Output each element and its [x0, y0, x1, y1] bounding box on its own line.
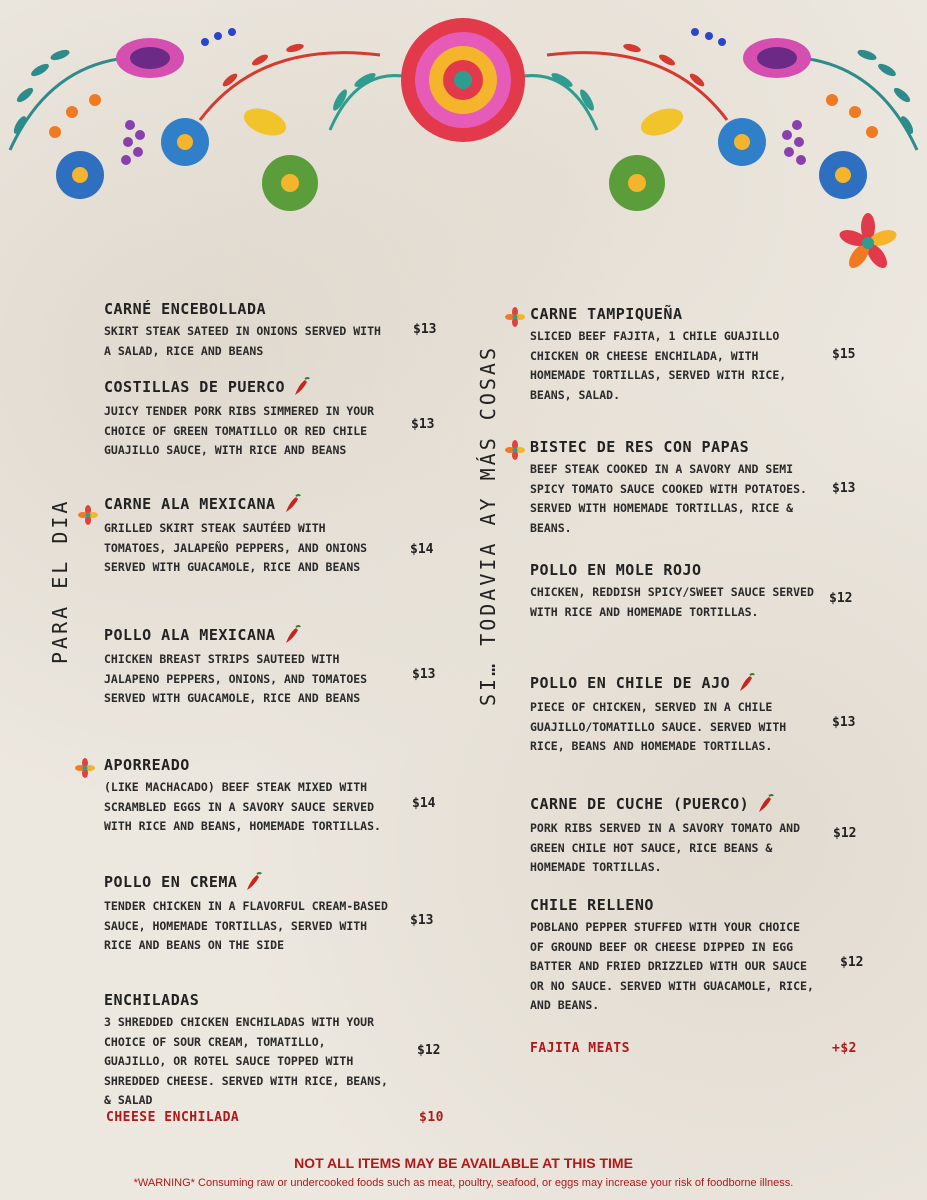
item-name: CARNE DE CUCHE (PUERCO) — [530, 795, 750, 813]
menu-item — [104, 493, 394, 578]
chili-pepper-icon — [291, 376, 311, 398]
item-name: CARNE ALA MEXICANA — [104, 495, 276, 513]
item-price: $12 — [829, 591, 853, 606]
item-price: $13 — [413, 322, 437, 337]
item-description: CHICKEN, REDDISH SPICY/SWEET SAUCE SERVED WITH RICE AND HOMEMADE TORTILLAS. — [530, 585, 814, 619]
addon-price: $10 — [419, 1110, 444, 1125]
item-description: CHICKEN BREAST STRIPS SAUTEED WITH JALAPENO PEPPERS, ONIONS, AND TOMATOES SERVED WITH GUACAMOLE, RICE AND BEANS — [104, 652, 368, 705]
item-description: JUICY TENDER PORK RIBS SIMMERED IN YOUR CHOICE OF GREEN TOMATILLO OR RED CHILE GUAJILLO SAUCE, WITH RICE AND BEANS — [104, 404, 375, 457]
chili-pepper-icon — [282, 624, 302, 646]
item-description: GRILLED SKIRT STEAK SAUTÉED WITH TOMATOES, JALAPEÑO PEPPERS, AND ONIONS SERVED WITH GUACAMOLE, RICE AND BEANS — [104, 521, 368, 574]
availability-notice: NOT ALL ITEMS MAY BE AVAILABLE AT THIS TIME — [294, 1155, 633, 1171]
item-description: PIECE OF CHICKEN, SERVED IN A CHILE GUAJILLO/TOMATILLO SAUCE. SERVED WITH RICE, BEANS AND HOMEMADE TORTILLAS. — [530, 700, 787, 753]
menu-item — [530, 438, 820, 538]
item-name: COSTILLAS DE PUERCO — [104, 378, 286, 396]
addon-price: +$2 — [832, 1041, 857, 1056]
menu-item — [530, 896, 820, 1016]
item-price: $13 — [410, 913, 434, 928]
chili-pepper-icon — [282, 493, 302, 515]
menu-item — [530, 672, 820, 757]
item-price: $14 — [410, 542, 434, 557]
side-title-left: PARA EL DIA — [48, 498, 72, 664]
item-name-row — [104, 624, 394, 646]
chili-pepper-icon — [243, 871, 263, 893]
item-name-row — [530, 672, 820, 694]
side-title-right: SI… TODAVIA AY MÁS COSAS — [476, 345, 500, 706]
item-description: 3 SHREDDED CHICKEN ENCHILADAS WITH YOUR CHOICE OF SOUR CREAM, TOMATILLO, GUAJILLO, OR ROTEL SAUCE TOPPED WITH SHREDDED CHEESE. SERVED WITH RICE, BEANS, & SALAD — [104, 1015, 388, 1107]
menu-item — [104, 376, 394, 461]
item-name-row — [104, 493, 394, 515]
item-name: APORREADO — [104, 756, 190, 774]
item-name: CARNE TAMPIQUEÑA — [530, 305, 683, 323]
item-name-row — [104, 871, 394, 893]
menu-item — [104, 756, 394, 837]
menu-item — [104, 991, 394, 1111]
flower-icon — [78, 505, 98, 525]
item-price: $15 — [832, 347, 856, 362]
chili-pepper-icon — [755, 793, 775, 815]
item-description: SLICED BEEF FAJITA, 1 CHILE GUAJILLO CHICKEN OR CHEESE ENCHILADA, WITH HOMEMADE TORTILLAS, SERVED WITH RICE, BEANS, SALAD. — [530, 329, 787, 402]
item-name: BISTEC DE RES CON PAPAS — [530, 438, 750, 456]
flower-icon — [75, 758, 95, 778]
item-description: SKIRT STEAK SATEED IN ONIONS SERVED WITH A SALAD, RICE AND BEANS — [104, 324, 381, 358]
item-description: BEEF STEAK COOKED IN A SAVORY AND SEMI SPICY TOMATO SAUCE COOKED WITH POTATOES. SERVED WITH HOMEMADE TORTILLAS, RICE & BEANS. — [530, 462, 807, 535]
item-price: $13 — [412, 667, 436, 682]
item-name: CARNÉ ENCEBOLLADA — [104, 300, 267, 318]
flower-icon — [505, 307, 525, 327]
item-price: $12 — [417, 1043, 441, 1058]
item-price: $14 — [412, 796, 436, 811]
item-price: $12 — [840, 955, 864, 970]
menu-item — [530, 561, 820, 622]
menu-item — [104, 871, 394, 956]
chili-pepper-icon — [736, 672, 756, 694]
item-name: POLLO EN MOLE ROJO — [530, 561, 702, 579]
flower-icon — [505, 440, 525, 460]
item-name: POLLO EN CHILE DE AJO — [530, 674, 731, 692]
item-price: $12 — [833, 826, 857, 841]
item-price: $13 — [832, 481, 856, 496]
item-name: POLLO ALA MEXICANA — [104, 626, 276, 644]
item-description: PORK RIBS SERVED IN A SAVORY TOMATO AND GREEN CHILE HOT SAUCE, RICE BEANS & HOMEMADE TORTILLAS. — [530, 821, 801, 874]
menu-item — [104, 300, 394, 361]
menu-item — [104, 624, 394, 709]
item-description: TENDER CHICKEN IN A FLAVORFUL CREAM-BASED SAUCE, HOMEMADE TORTILLAS, SERVED WITH RICE AND BEANS ON THE SIDE — [104, 899, 388, 952]
item-name-row — [104, 376, 394, 398]
item-description: POBLANO PEPPER STUFFED WITH YOUR CHOICE OF GROUND BEEF OR CHEESE DIPPED IN EGG BATTER AND FRIED DRIZZLED WITH OUR SAUCE OR NO SAUCE. SERVED WITH GUACAMOLE, RICE, AND BEANS. — [530, 920, 814, 1012]
item-name: ENCHILADAS — [104, 991, 200, 1009]
item-name: POLLO EN CREMA — [104, 873, 238, 891]
item-price: $13 — [411, 417, 435, 432]
item-description: (LIKE MACHACADO) BEEF STEAK MIXED WITH SCRAMBLED EGGS IN A SAVORY SAUCE SERVED WITH RICE AND BEANS, HOMEMADE TORTILLAS. — [104, 780, 381, 833]
floral-header-illustration — [0, 0, 927, 285]
item-name-row — [530, 793, 820, 815]
addon-label: CHEESE ENCHILADA — [106, 1110, 240, 1125]
menu-item — [530, 793, 820, 878]
menu-item — [530, 305, 820, 405]
addon-label: FAJITA MEATS — [530, 1041, 630, 1056]
item-name: CHILE RELLENO — [530, 896, 654, 914]
item-price: $13 — [832, 715, 856, 730]
foodborne-warning: *WARNING* Consuming raw or undercooked foods such as meat, poultry, seafood, or eggs may increase your risk of foodborne illness. — [133, 1177, 794, 1189]
